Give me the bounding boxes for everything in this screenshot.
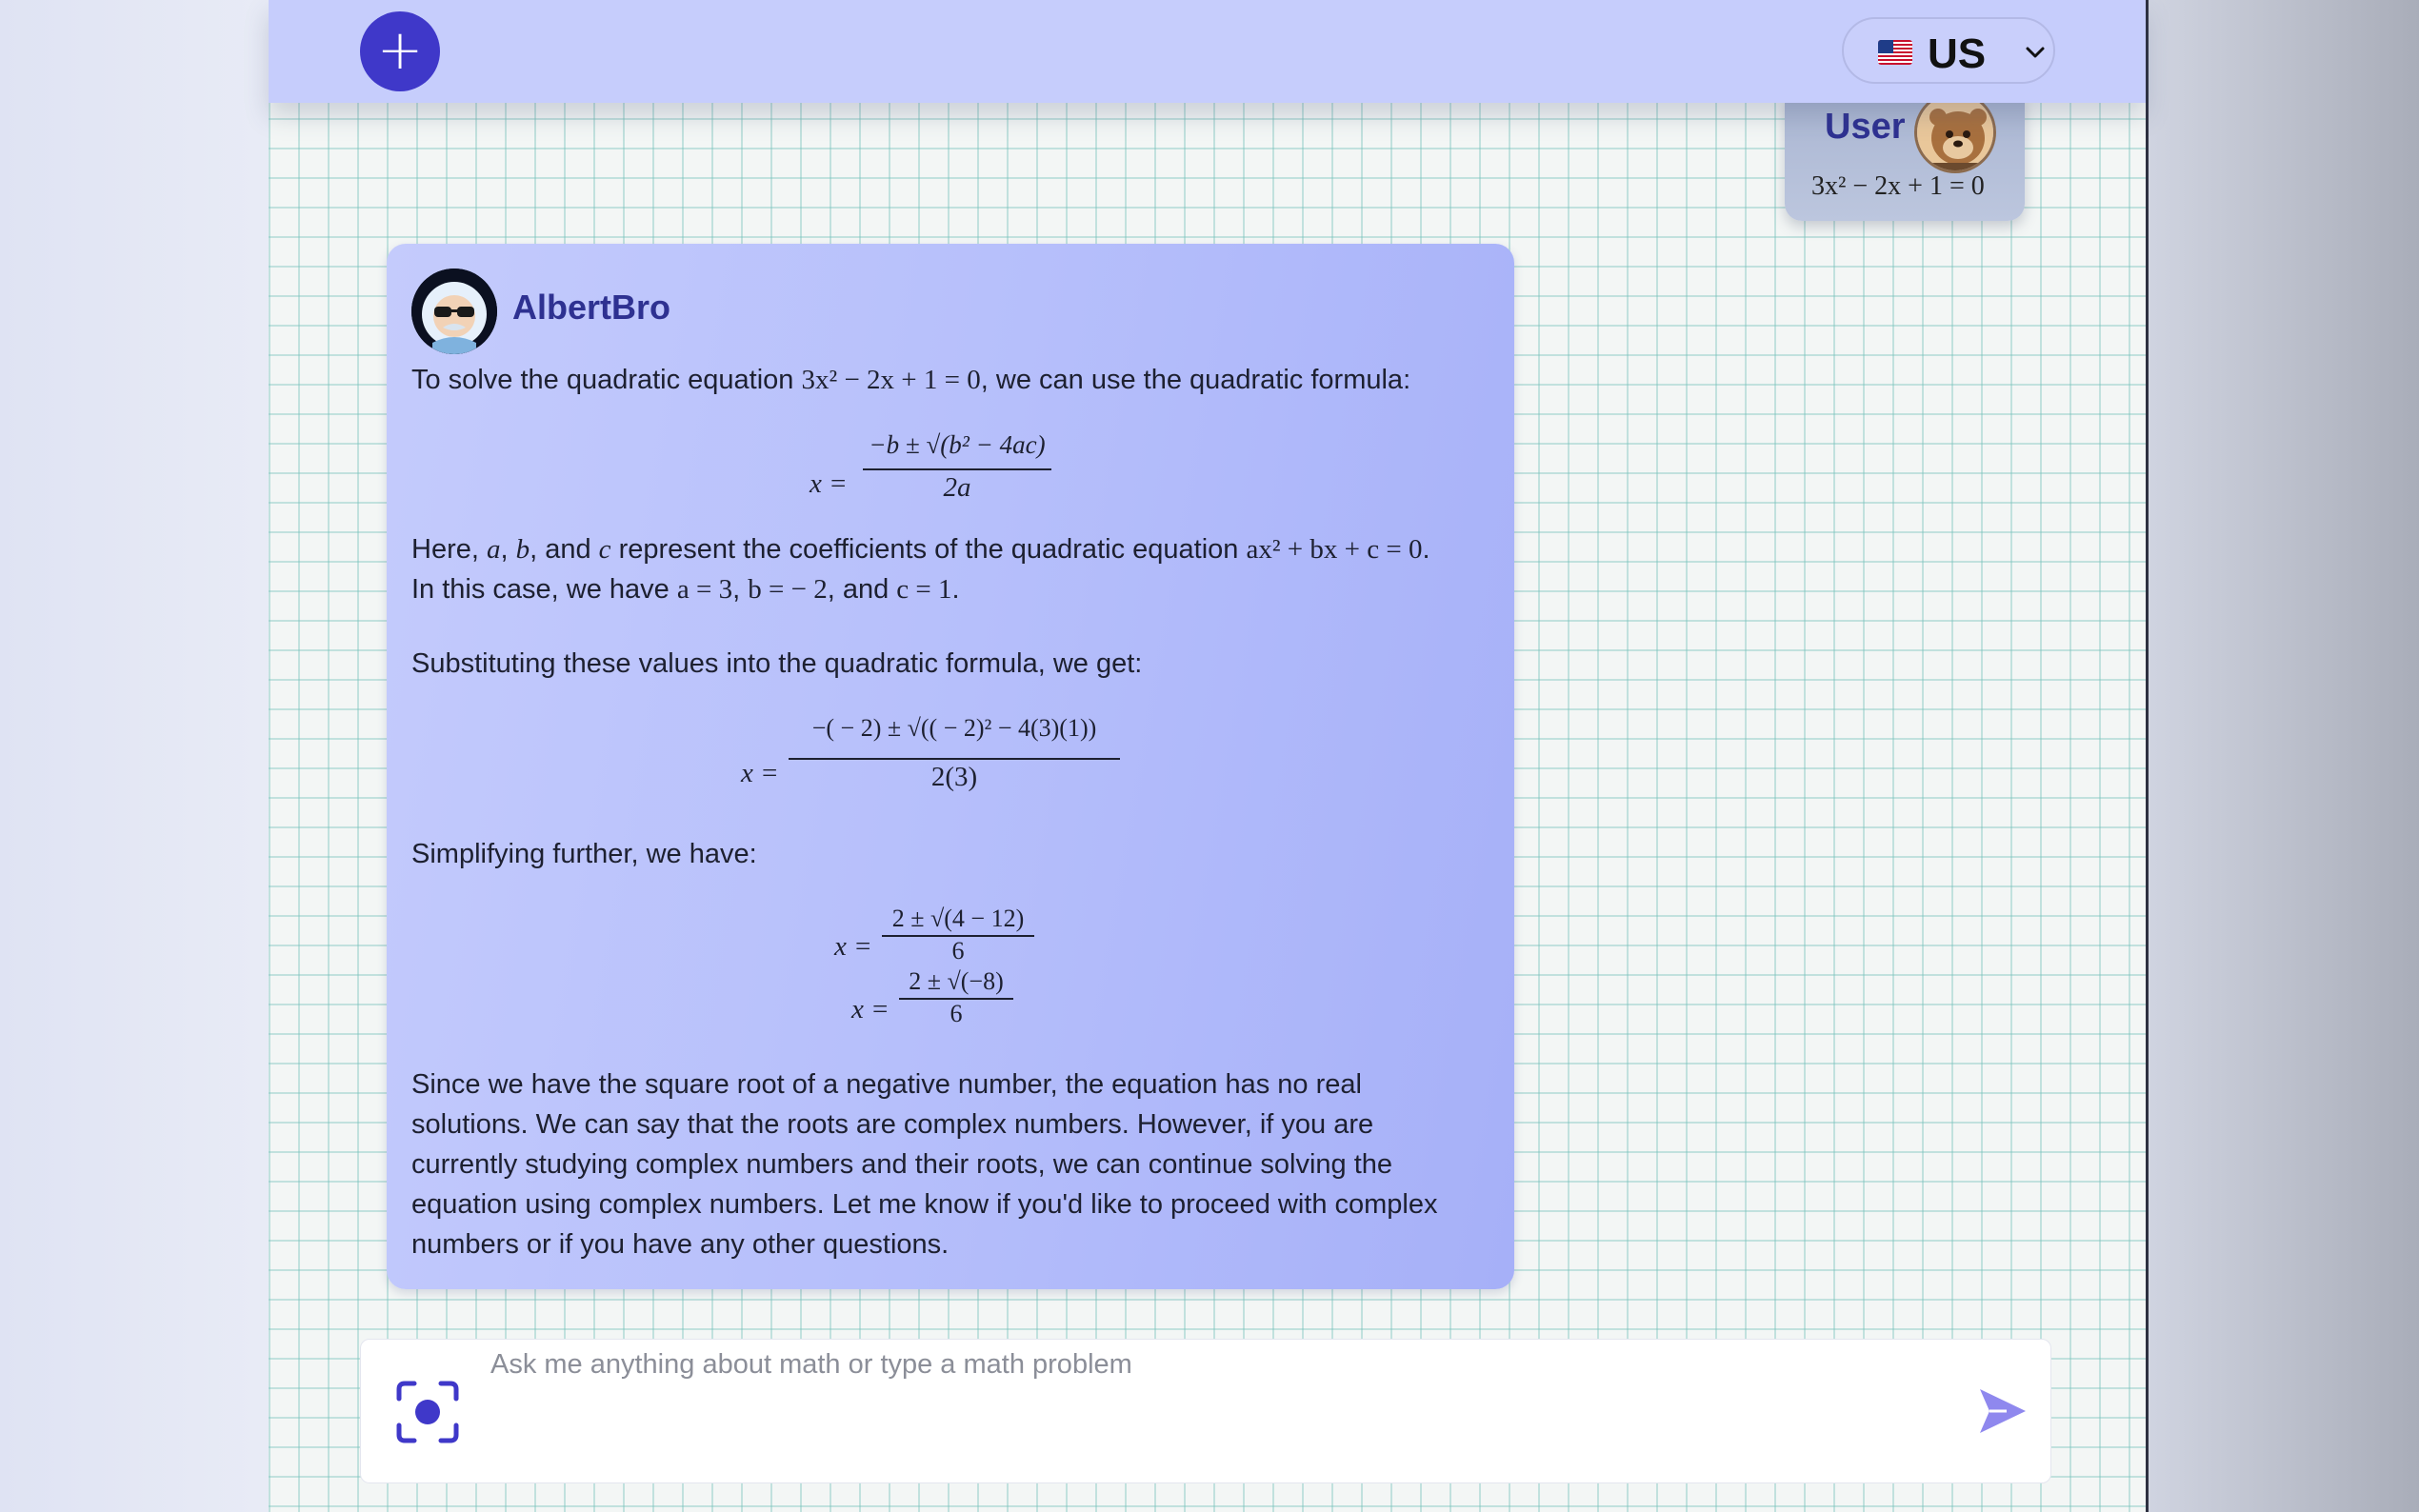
camera-scan-icon[interactable] [395,1380,460,1449]
us-flag-icon [1878,40,1912,65]
assistant-name: AlbertBro [512,288,671,327]
plus-icon: + [376,17,424,82]
send-icon[interactable] [1978,1387,2028,1440]
formula2-numerator: −( − 2) ± √(( − 2)² − 4(3)(1)) [811,714,1097,742]
user-name: User [1825,107,1906,147]
substituting-paragraph: Substituting these values into the quadratic formula, we get: [411,648,1143,679]
formula-denominator: 2a [943,472,971,503]
fraction-bar [789,758,1120,760]
assistant-avatar [411,269,497,354]
fraction-bar [863,468,1051,470]
inline-math: 3x² − 2x + 1 = 0 [801,365,981,395]
user-avatar [1914,91,1996,173]
app-canvas [269,0,2149,1512]
new-chat-button[interactable] [360,11,440,91]
assistant-message: AlbertBro To solve the quadratic equation 3x² − 2x + 1 = 0, we can use the quadratic formula: x = −b ± √(b² − 4ac) 2a Here, a, b, and c represent the coefficients of the quadratic equation ax² + bx + c = 0. In this case, we have a = 3, b = − 2, and c = 1. Substituting these values into the quadratic formula, we get: x = −( − 2) ± √(( − 2)² − 4(3)(1)) 2(3) Simplifying further, we have: x = 2 ± √(4 − 12) 6 x = 2 ± √(−8) 6 Since we have the square root of a negative number, the equation has no real solutions. We can say that the roots are complex numbers. However, if you are currently studying complex numbers and their roots, we can continue solving the equation using complex numbers. Let me know if you'd like to proceed with complex numbers or if you have any other questions. [387,244,1514,1289]
region-label: US [1928,30,1987,77]
formula-lhs: x = [810,468,848,499]
top-bar [269,0,2146,103]
coefficients-paragraph: Here, a, b, and c represent the coefficients of the quadratic equation ax² + bx + c = 0. In this case, we have a = 3, b = − 2, and c = 1. [411,534,1430,605]
message-composer [360,1339,2051,1483]
user-message-text: 3x² − 2x + 1 = 0 [1811,171,1985,201]
user-message [1785,95,2025,221]
message-input[interactable] [490,1349,1919,1381]
region-selector[interactable] [1842,17,2055,84]
simplifying-paragraph: Simplifying further, we have: [411,839,757,869]
formula-numerator: −b ± √(b² − 4ac) [869,430,1046,459]
conclusion-paragraph: Since we have the square root of a negative number, the equation has no real solutions. We can say that the roots are complex numbers. However, if you are currently studying complex numbers and their roots, we can continue solving the equation using complex numbers. Let me know if you'd like to proceed with complex numbers or if you have any other questions. [411,1069,1438,1260]
chevron-down-icon [2025,42,2046,68]
intro-paragraph: To solve the quadratic equation 3x² − 2x + 1 = 0, we can use the quadratic formula: [411,365,1411,395]
